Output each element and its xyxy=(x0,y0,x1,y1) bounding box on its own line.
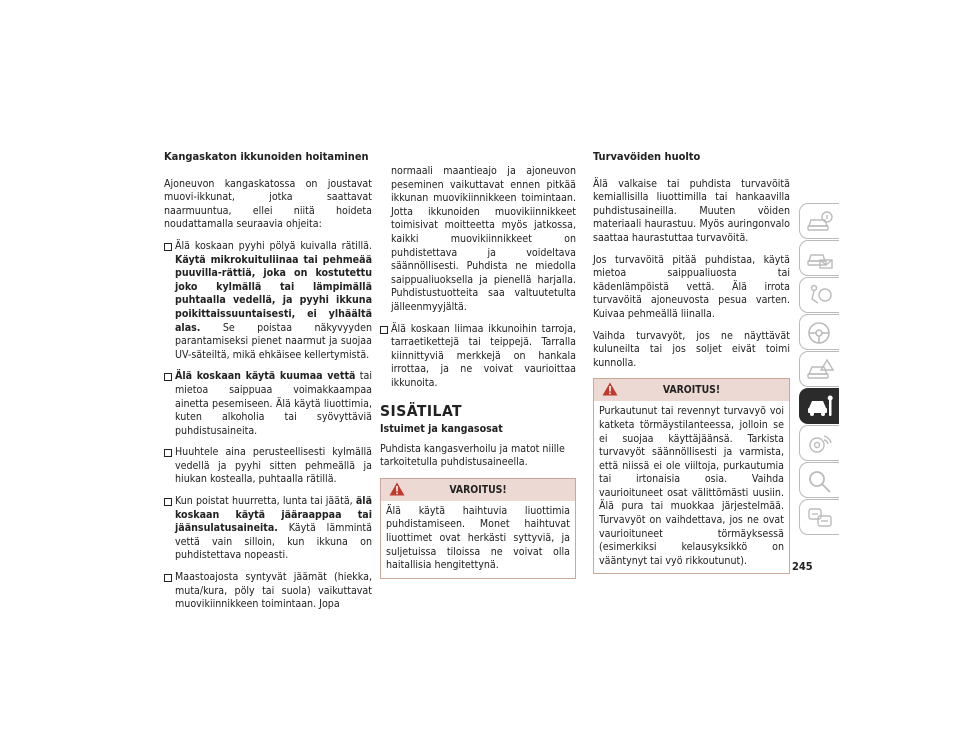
airbag-icon xyxy=(806,283,834,309)
seatbelt-paragraph-2: Jos turvavöitä pitää puhdistaa, käytä mietoa saippualiuosta tai kädenlämpöistä vettä. Älä irrota turvavöitä ajoneuvosta pesua varten. Kuivaa pehmeällä liinalla. xyxy=(593,253,790,320)
tab-airbag[interactable] xyxy=(799,277,839,313)
heading-seatbelt-care: Turvavöiden huolto xyxy=(593,150,701,163)
seats-paragraph: Puhdista kangasverhoilu ja matot niille tarkoitetulla puhdistusaineella. xyxy=(380,442,565,469)
list-item: Maastoajosta syntyvät jäämät (hiekka, muta/kura, pöly tai suola) vaikuttavat muovikiinnikkeen toimintaan. Jopa xyxy=(164,571,372,612)
section-title: SISÄTILAT xyxy=(380,401,463,420)
warning-box xyxy=(593,378,790,574)
list-item: Älä koskaan käytä kuumaa vettä tai mietoa saippuaa voimakkaampaa ainetta pesemiseen. Älä käytä liuottimia, kuten alkoholia tai syövyttäviä puhdistusaineita. xyxy=(164,370,372,438)
warning-header xyxy=(381,479,575,501)
tab-mail[interactable] xyxy=(799,240,839,276)
seatbelt-paragraph-3: Vaihda turvavyöt, jos ne näyttävät kuluneilta tai jos soljet eivät toimi kunnolla. xyxy=(593,329,790,369)
warning-text: Älä käytä haihtuvia liuottimia puhdistamiseen. Monet haihtuvat liuottimet ovat herkästi syttyviä, ja suljetuissa tiloissa ne voivat olla haitallisia hengitettynä. xyxy=(386,504,570,572)
sticker-list xyxy=(380,323,576,391)
checkbox-bullet-icon xyxy=(164,449,172,457)
warning-text: Purkautunut tai revennyt turvavyö voi katketa törmäystilanteessa, jolloin se ei suojaa käyttäjäänsä. Tarkista turvavyöt säännöllisesti ja varmista, että niissä ei ole viiltoja, purkautumia tai irtonaisia osia. Vaihda vaurioituneet osat välittömästi uusiin. Älä pura tai muokkaa järjestelmää. Turvavyöt on vaihdettava, jos ne ovat vaurioituneet törmäyksessä (esimerkiksi kelausyksikkö on vääntynyt tai vyö rikkoutunut). xyxy=(599,405,784,567)
warning-header xyxy=(594,379,789,401)
warning-title: VAROITUS! xyxy=(662,384,721,397)
warning-car-icon xyxy=(806,357,834,383)
tab-steering-wheel[interactable] xyxy=(799,314,839,350)
tab-radio[interactable] xyxy=(799,425,839,461)
page-number: 245 xyxy=(792,560,813,573)
checkbox-bullet-icon xyxy=(164,373,172,381)
checkbox-bullet-icon xyxy=(380,326,388,334)
mail-icon xyxy=(806,246,834,272)
warning-box xyxy=(380,478,576,579)
tab-warning-car[interactable] xyxy=(799,351,839,387)
steering-wheel-icon xyxy=(806,320,834,346)
list-item: Kun poistat huurretta, lunta tai jäätä, älä koskaan käytä jääraappaa tai jäänsulatusaineita. Käytä lämmintä vettä vain silloin, kun ikkuna on puhdistettava nopeasti. xyxy=(164,495,372,563)
warning-title: VAROITUS! xyxy=(449,483,507,496)
subheading-seats: Istuimet ja kangasosat xyxy=(380,423,503,436)
tab-service-car[interactable] xyxy=(799,388,839,424)
checkbox-bullet-icon xyxy=(164,574,172,582)
warning-triangle-icon xyxy=(602,382,618,396)
column-2 xyxy=(380,165,576,579)
checkbox-bullet-icon xyxy=(164,498,172,506)
heading-window-care: Kangaskaton ikkunoiden hoitaminen xyxy=(164,150,369,163)
seatbelt-paragraph-1: Älä valkaise tai puhdista turvavöitä kemiallisilla liuottimilla tai hankaavilla puhdistusaineilla. Muuten vöiden materiaali haurastuu. Myös auringonvalo saattaa haurastuttaa turvavöitä. xyxy=(593,177,790,244)
car-info-icon xyxy=(806,209,834,235)
column-3 xyxy=(593,150,790,574)
checkbox-bullet-icon xyxy=(164,243,172,251)
list-item: Älä koskaan pyyhi pölyä kuivalla rätillä. Käytä mikrokuituliinaa tai pehmeää puuvilla-rättiä, joka on kostutettu joko kylmällä tai lämpimällä puhtaalla vedellä, ja pyyhi ikkuna poikittaissuuntaisesti, ei ylhäältä alas. Se poistaa näkyvyyden parantamiseksi pienet naarmut ja suojaa UV-säteiltä, mikä ehkäisee kellertymistä. xyxy=(164,240,372,362)
list-item: Älä koskaan liimaa ikkunoihin tarroja, tarraetikettejä tai teippejä. Tarralla kiinnittyviä merkkejä on hankala irrottaa, ja ne voivat vaurioittaa ikkunoita. xyxy=(380,323,576,391)
intro-paragraph: Ajoneuvon kangaskatossa on joustavat muovi-ikkunat, jotka saattavat naarmuuntua, ellei niitä hoideta noudattamalla seuraavia ohjeita: xyxy=(164,177,372,231)
tab-search[interactable] xyxy=(799,462,839,498)
continued-paragraph: normaali maantieajo ja ajoneuvon peseminen vaikuttavat ennen pitkää ikkunan muovikiinnikkeen toimintaan. Jotta ikkunoiden muovikiinnikkeet toimisivat moitteetta myös jatkossa, kaikki muovikiinnikkeet on puhdistettava ja voideltava säännöllisesti. Puhdista ne miedolla saippualiuoksella ja pienellä harjalla. Puhdistustuotteita saa valtuutetulta jälleenmyyjältä. xyxy=(391,165,576,313)
radio-icon xyxy=(806,431,834,457)
tab-language[interactable] xyxy=(799,499,839,535)
search-icon xyxy=(806,468,834,494)
warning-triangle-icon xyxy=(389,482,405,496)
list-item: Huuhtele aina perusteellisesti kylmällä vedellä ja pyyhi sitten pehmeällä ja hiukan kostealla, puhtaalla rätillä. xyxy=(164,446,372,487)
column-1 xyxy=(164,150,372,620)
tab-car-info[interactable] xyxy=(799,203,839,239)
service-car-icon xyxy=(806,394,834,420)
language-icon xyxy=(806,505,834,531)
window-care-list xyxy=(164,240,372,612)
